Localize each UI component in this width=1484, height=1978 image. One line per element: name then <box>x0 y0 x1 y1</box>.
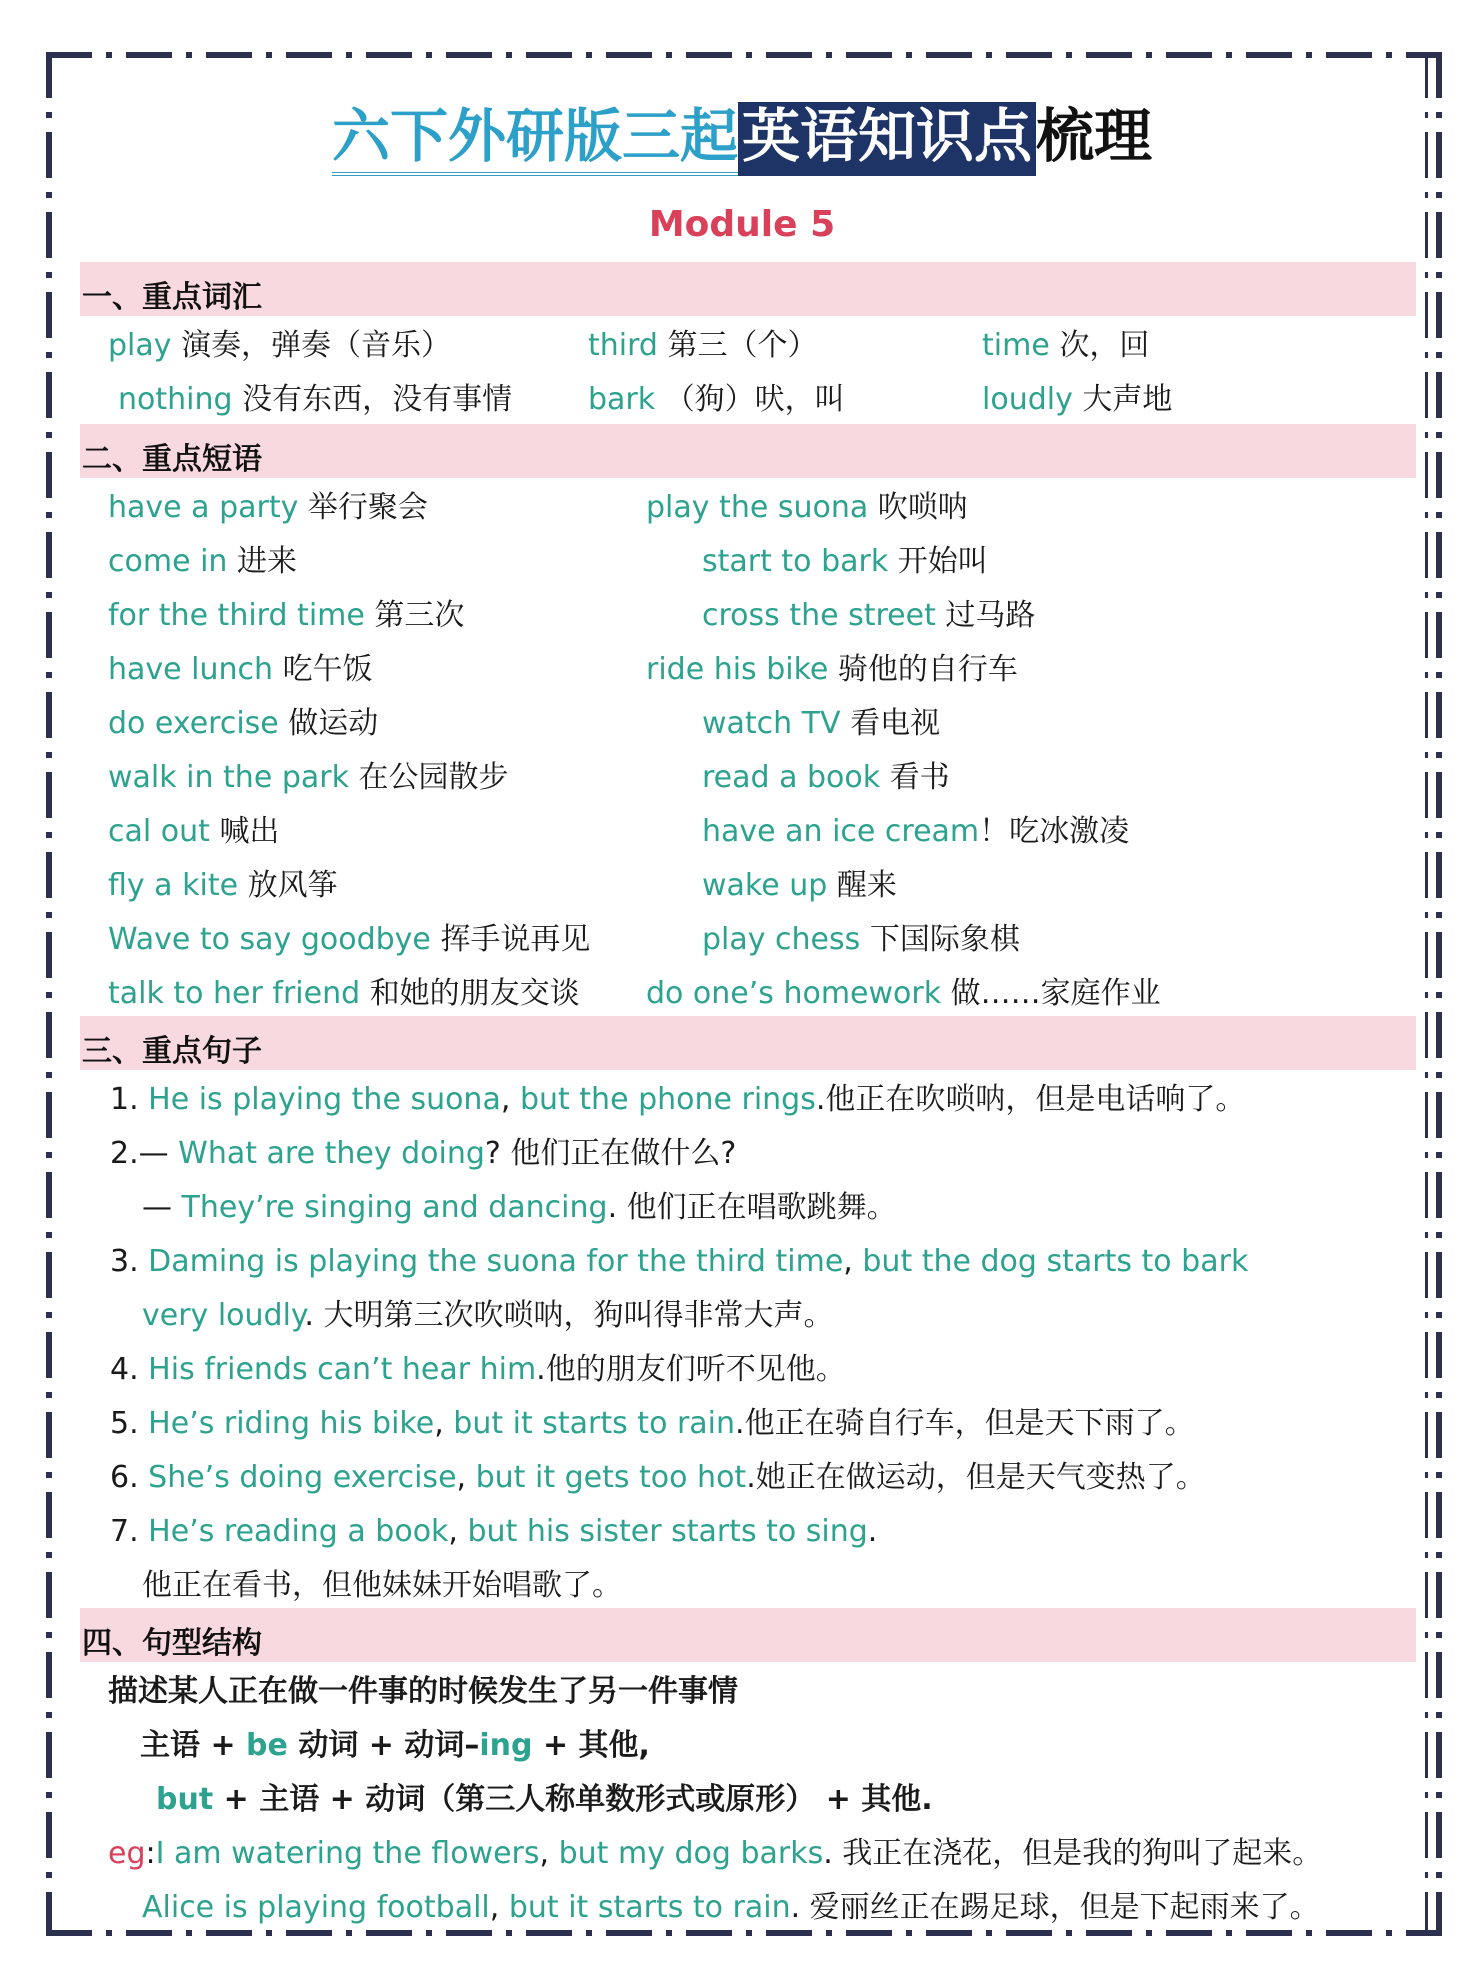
phrase-item: for the third time 第三次 <box>108 598 465 633</box>
phrase-item: read a book 看书 <box>702 760 950 795</box>
phrase-item: walk in the park 在公园散步 <box>108 760 509 795</box>
structure-description: 描述某人正在做一件事的时候发生了另一件事情 <box>108 1674 738 1709</box>
vocab-item: loudly 大声地 <box>982 382 1173 417</box>
border-bottom <box>46 1930 1442 1936</box>
sentence-2-question: 2.— What are they doing? 他们正在做什么? <box>110 1136 737 1171</box>
section-heading-sentences: 三、重点句子 <box>80 1016 1416 1070</box>
structure-formula-2: but + 主语 + 动词（第三人称单数形式或原形） + 其他. <box>156 1782 933 1817</box>
phrase-item: have an ice cream！吃冰激凌 <box>702 814 1130 849</box>
sentence-6: 6. She’s doing exercise, but it gets too hot.她正在做运动，但是天气变热了。 <box>110 1460 1206 1495</box>
phrase-item: have lunch 吃午饭 <box>108 652 373 687</box>
example-1: eg:I am watering the flowers, but my dog barks. 我正在浇花，但是我的狗叫了起来。 <box>108 1836 1323 1871</box>
title-part-1: 六下外研版三起 <box>332 102 738 176</box>
border-right <box>1436 52 1442 1936</box>
structure-formula-1: 主语 + be 动词 + 动词–ing + 其他, <box>140 1728 650 1763</box>
vocab-item: play 演奏，弹奏（音乐） <box>108 328 452 363</box>
phrase-item: talk to her friend 和她的朋友交谈 <box>108 976 580 1011</box>
phrase-item: have a party 举行聚会 <box>108 490 428 525</box>
border-right-inner <box>1425 52 1428 1936</box>
phrase-item: come in 进来 <box>108 544 297 579</box>
vocab-item: bark （狗）吠，叫 <box>588 382 845 417</box>
sentence-5: 5. He’s riding his bike, but it starts to rain.他正在骑自行车，但是天下雨了。 <box>110 1406 1195 1441</box>
vocab-item: third 第三（个） <box>588 328 818 363</box>
border-left <box>46 52 52 1936</box>
sentence-1: 1. He is playing the suona, but the phone rings.他正在吹唢呐，但是电话响了。 <box>110 1082 1246 1117</box>
phrase-item: ride his bike 骑他的自行车 <box>646 652 1018 687</box>
phrase-item: start to bark 开始叫 <box>702 544 988 579</box>
phrase-item: fly a kite 放风筝 <box>108 868 338 903</box>
phrase-item: cross the street 过马路 <box>702 598 1036 633</box>
phrase-item: watch TV 看电视 <box>702 706 941 741</box>
sentence-7-translation: 他正在看书，但他妹妹开始唱歌了。 <box>142 1568 622 1603</box>
sentence-3-continued: very loudly. 大明第三次吹唢呐，狗叫得非常大声。 <box>142 1298 834 1333</box>
sentence-2-answer: — They’re singing and dancing. 他们正在唱歌跳舞。 <box>142 1190 897 1225</box>
section-heading-structure: 四、句型结构 <box>80 1608 1416 1662</box>
sentence-4: 4. His friends can’t hear him.他的朋友们听不见他。 <box>110 1352 846 1387</box>
example-2: Alice is playing football, but it starts to rain. 爱丽丝正在踢足球，但是下起雨来了。 <box>142 1890 1320 1925</box>
phrase-item: do exercise 做运动 <box>108 706 379 741</box>
title-part-3: 梳理 <box>1036 102 1153 170</box>
sentence-3: 3. Daming is playing the suona for the third time, but the dog starts to bark <box>110 1244 1249 1279</box>
phrase-item: wake up 醒来 <box>702 868 897 903</box>
phrase-item: play the suona 吹唢呐 <box>646 490 968 525</box>
phrase-item: do one’s homework 做……家庭作业 <box>646 976 1161 1011</box>
phrase-item: Wave to say goodbye 挥手说再见 <box>108 922 591 957</box>
sentence-7: 7. He’s reading a book, but his sister starts to sing. <box>110 1514 878 1549</box>
phrase-item: cal out 喊出 <box>108 814 280 849</box>
section-heading-phrases: 二、重点短语 <box>80 424 1416 478</box>
title-part-2: 英语知识点 <box>738 102 1036 176</box>
module-label: Module 5 <box>648 204 836 245</box>
phrase-item: play chess 下国际象棋 <box>702 922 1020 957</box>
border-top <box>46 52 1442 58</box>
page-title <box>0 96 1484 176</box>
vocab-item: nothing 没有东西，没有事情 <box>118 382 513 417</box>
section-heading-vocab: 一、重点词汇 <box>80 262 1416 316</box>
vocab-item: time 次，回 <box>982 328 1150 363</box>
